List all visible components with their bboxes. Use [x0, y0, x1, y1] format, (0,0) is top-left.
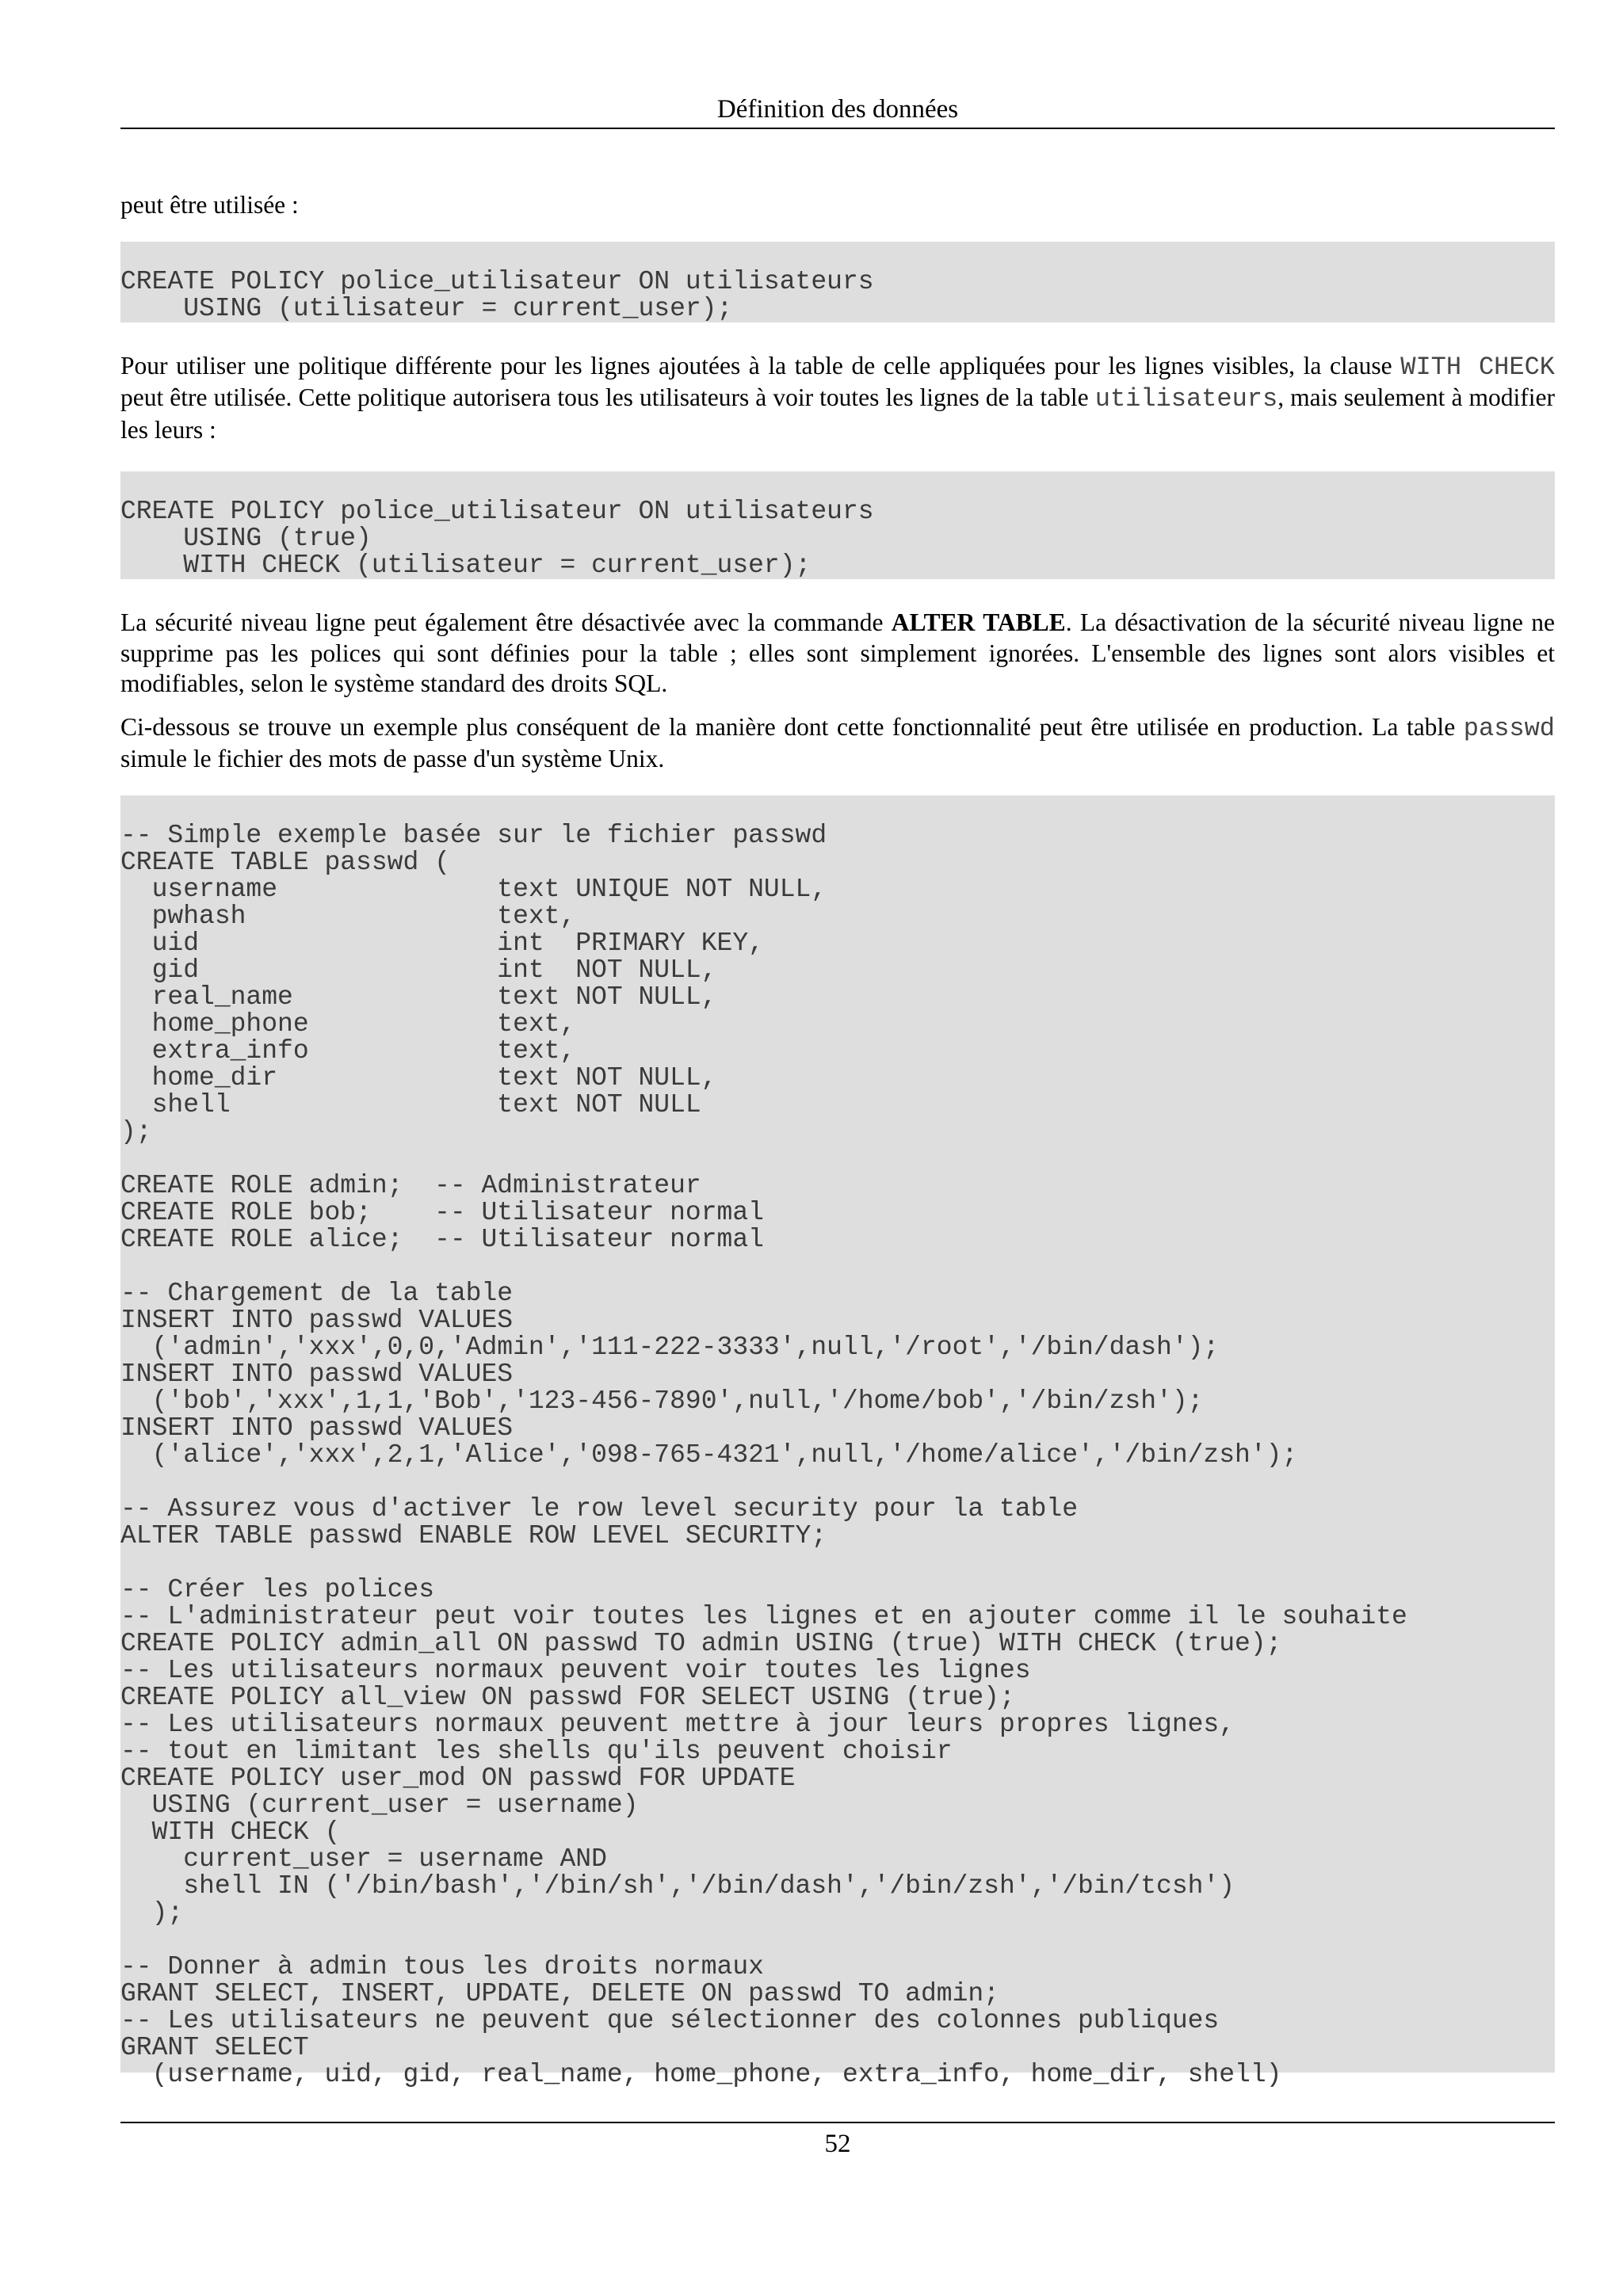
paragraph-text: , mais seulement à modifier les leurs : [120, 383, 1555, 444]
paragraph-alter-table [120, 608, 1555, 700]
page-number: 52 [824, 2130, 851, 2158]
paragraph-text: La sécurité niveau ligne peut également être désactivée avec la commande [120, 608, 892, 636]
paragraph-text: Pour utiliser une politique différente pour les lignes ajoutées à la table de celle appliquées pour les lignes visibles, la clause [120, 351, 1401, 379]
paragraph-text: . La désactivation de la sécurité niveau ligne ne supprime pas les polices qui sont définies pour la table ; elles sont simplement ignorées. L'ensemble des lignes sont alors visibles et modifiables, selon le système standard des droits SQL. [120, 608, 1555, 697]
footer-rule [120, 2122, 1555, 2123]
inline-code-with-check: WITH CHECK [1400, 352, 1555, 382]
code-block-policy-with-check: CREATE POLICY police_utilisateur ON utilisateurs USING (true) WITH CHECK (utilisateur = current_user); [120, 471, 1555, 579]
header-rule [120, 128, 1555, 129]
page-body [120, 190, 1555, 2089]
paragraph-intro: peut être utilisée : [120, 191, 299, 219]
paragraph-example-intro [120, 712, 1555, 775]
bold-alter-table: ALTER TABLE [891, 608, 1066, 636]
code-block-passwd-example: -- Simple exemple basée sur le fichier passwd CREATE TABLE passwd ( username text UNIQUE NOT NULL, pwhash text, uid int PRIMARY KEY, gid int NOT NULL, real_name text NOT NULL, home_phone text, extra_info text, home_dir text NOT NULL, shell text NOT NULL ); CREATE ROLE admin; -- Administrateur CREATE ROLE bob; -- Utilisateur normal CREATE ROLE alice; -- Utilisateur normal -- Chargement de la table INSERT INTO passwd VALUES ('admin','xxx',0,0,'Admin','111-222-3333',null,'/root','/bin/dash'); INSERT INTO passwd VALUES ('bob','xxx',1,1,'Bob','123-456-7890',null,'/home/bob','/bin/zsh'); INSERT INTO passwd VALUES ('alice','xxx',2,1,'Alice','098-765-4321',null,'/home/alice','/bin/zsh'); -- Assurez vous d'activer le row level security pour la table ALTER TABLE passwd ENABLE ROW LEVEL SECURITY; -- Créer les polices -- L'administrateur peut voir toutes les lignes et en ajouter comme il le souhaite CREATE POLICY admin_all ON passwd TO admin USING (true) WITH CHECK (true); -- Les utilisateurs normaux peuvent voir toutes les lignes CREATE POLICY all_view ON passwd FOR SELECT USING (true); -- Les utilisateurs normaux peuvent mettre à jour leurs propres lignes, -- tout en limitant les shells qu'ils peuvent choisir CREATE POLICY user_mod ON passwd FOR UPDATE USING (current_user = username) WITH CHECK ( current_user = username AND shell IN ('/bin/bash','/bin/sh','/bin/dash','/bin/zsh','/bin/tcsh') ); -- Donner à admin tous les droits normaux GRANT SELECT, INSERT, UPDATE, DELETE ON passwd TO admin; -- Les utilisateurs ne peuvent que sélectionner des colonnes publiques GRANT SELECT (username, uid, gid, real_name, home_phone, extra_info, home_dir, shell) [120, 795, 1555, 2073]
paragraph-with-check [120, 351, 1555, 446]
paragraph-text: peut être utilisée. Cette politique autorisera tous les utilisateurs à voir toutes les lignes de la table [120, 383, 1095, 411]
paragraph-text: simule le fichier des mots de passe d'un système Unix. [120, 745, 665, 772]
code-block-policy-using: CREATE POLICY police_utilisateur ON utilisateurs USING (utilisateur = current_user); [120, 242, 1555, 322]
paragraph-text: Ci-dessous se trouve un exemple plus conséquent de la manière dont cette fonctionnalité peut être utilisée en production. La table [120, 712, 1464, 741]
running-header: Définition des données [716, 95, 959, 124]
inline-code-utilisateurs: utilisateurs [1094, 384, 1278, 414]
inline-code-passwd: passwd [1463, 713, 1555, 743]
